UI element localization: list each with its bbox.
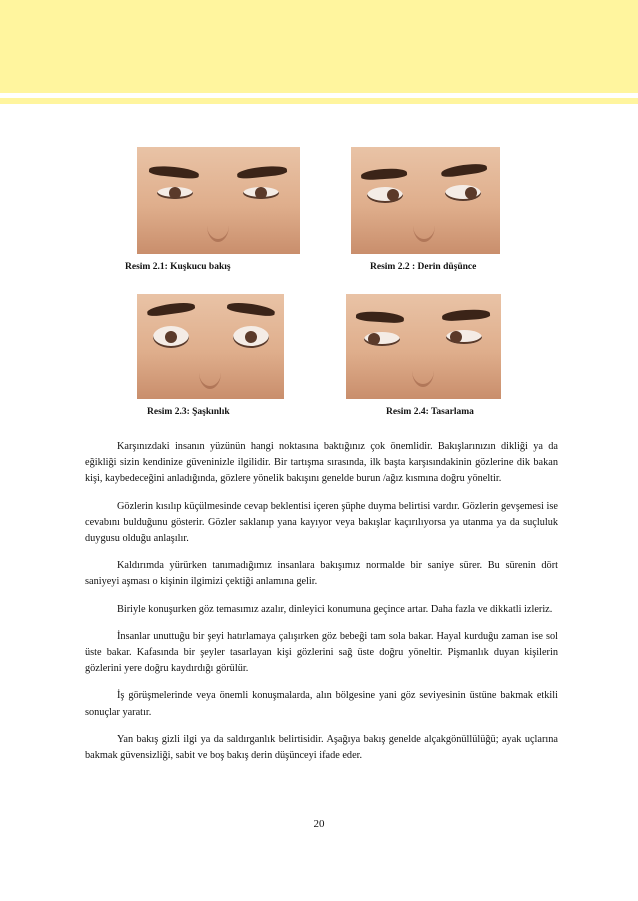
right-eyebrow: [441, 162, 488, 178]
figure-caption-2: Resim 2.2 : Derin düşünce: [370, 262, 477, 272]
right-eye: [233, 326, 269, 348]
figure-caption-4: Resim 2.4: Tasarlama: [386, 407, 474, 417]
right-eye: [446, 330, 482, 344]
figure-caption-3: Resim 2.3: Şaşkınlık: [147, 407, 230, 417]
page-number: 20: [313, 818, 325, 830]
header-band: [0, 0, 638, 93]
right-eyebrow: [442, 308, 491, 321]
left-eyebrow: [147, 301, 196, 318]
paragraph-1: Karşınızdaki insanın yüzünün hangi noktasına baktığınız çok önemlidir. Bakışlarınızın dikliği ya da eğikliği sizin kendinize güveninizle ilgilidir. Bir tartışma sırasında, ilk başta karşısındakinin gözlerine dik bakan kişi, kaybedeceğini anladığında, gözlere yönelik bakışını genelde burun /ağız kısmına doğru yöneltir.: [85, 441, 558, 485]
left-eyebrow: [149, 164, 200, 179]
body-text: [85, 439, 558, 775]
right-eye: [243, 187, 279, 199]
left-eye: [367, 187, 403, 203]
photo-planning: [346, 294, 501, 399]
photo-surprise: [137, 294, 284, 399]
paragraph-7: Yan bakış gizli ilgi ya da saldırganlık belirtisidir. Aşağıya bakış genelde alçakgönüllülüğü; ayak uçlarına bakmak güvensizliği, sabit ve boş bakış derin düşünceyi ifade eder.: [85, 733, 558, 762]
nose: [199, 356, 221, 389]
photo-deep-thought: [351, 147, 500, 254]
nose: [207, 209, 229, 242]
paragraph-2: Gözlerin kısılıp küçülmesinde cevap beklentisi içeren şüphe duyma belirtisi vardır. Gözlerin gevşemesi ise cevabını bulduğunu gösterir. Gözler saklanıp yana kayıyor veya bakışlar kaçırılıyorsa ya utanma ya da suçluluk duygusu olduğu anlaşılır.: [85, 500, 558, 545]
photo-skeptical-look: [137, 147, 300, 254]
right-eye: [445, 185, 481, 201]
left-eyebrow: [361, 167, 408, 180]
right-eyebrow: [227, 301, 276, 318]
left-eye: [153, 326, 189, 348]
paragraph-3: Kaldırımda yürürken tanımadığımız insanlara bakışımız normalde bir saniye sürer. Bu sürenin dört saniyeyi aşması o kişinin ilgimizi çektiği anlamına gelir.: [85, 560, 558, 588]
right-eyebrow: [237, 164, 288, 179]
nose: [412, 354, 434, 387]
left-eye: [364, 332, 400, 346]
left-eye: [157, 187, 193, 199]
paragraph-4: Biriyle konuşurken göz temasımız azalır, dinleyici konumuna geçince artar. Daha fazla ve dikkatli izleriz.: [117, 603, 553, 615]
left-eyebrow: [356, 310, 405, 323]
nose: [413, 209, 435, 242]
header-stripe: [0, 98, 638, 104]
figure-caption-1: Resim 2.1: Kuşkucu bakış: [125, 262, 231, 272]
paragraph-5: İnsanlar unuttuğu bir şeyi hatırlamaya çalışırken göz bebeği tam sola bakar. Hayal kurduğu zaman ise sol üste bakar. Kafasında bir şeyler tasarlayan kişi gözlerini sağ üste doğru yöneltir. Pişmanlık duyan kişilerin gözlerini yere doğru kaydırdığı görülür.: [85, 630, 558, 675]
paragraph-6: İş görüşmelerinde veya önemli konuşmalarda, alın bölgesine yani göz seviyesinin üstüne bakmak etkili sonuçlar yaratır.: [85, 690, 558, 718]
